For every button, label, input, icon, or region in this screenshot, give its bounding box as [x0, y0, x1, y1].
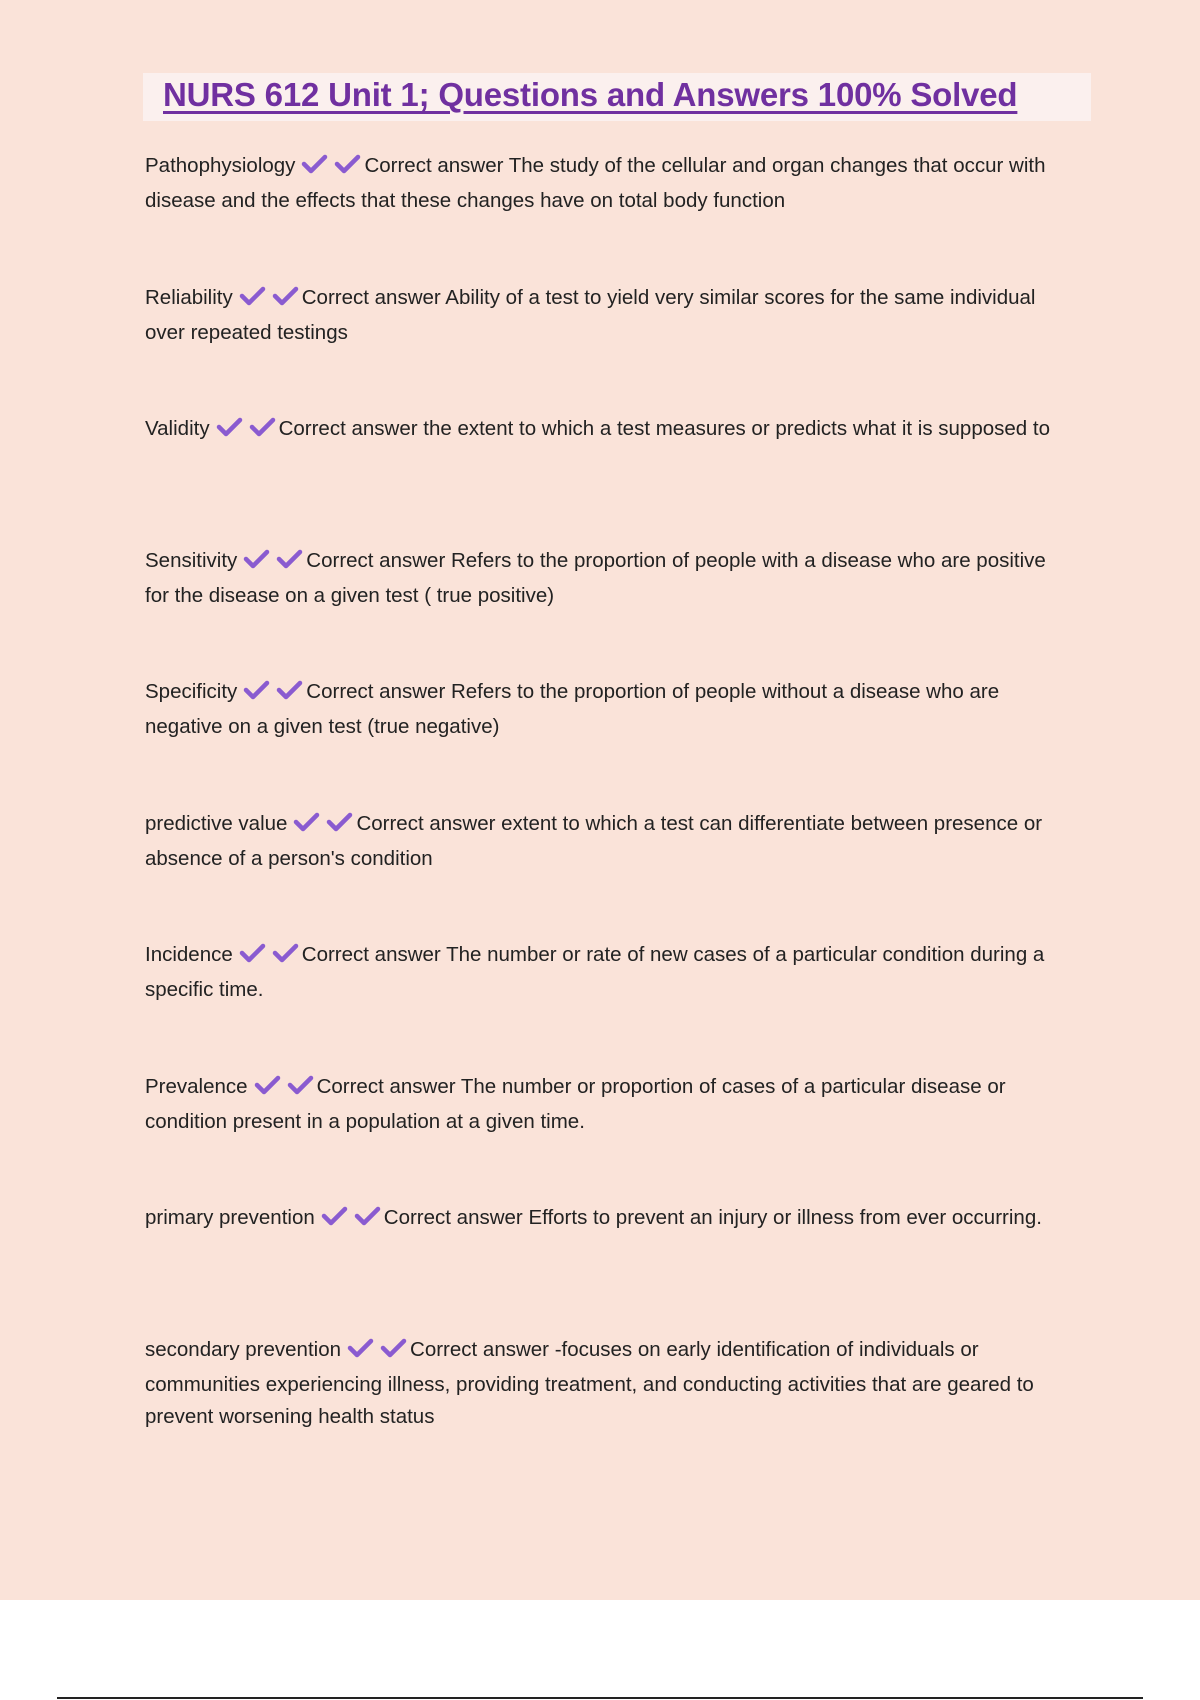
answer: Correct answer The number or proportion of cases of a particular disease or condition present in a population at a given time. — [145, 1074, 1006, 1133]
check-mark-icon — [347, 1337, 374, 1359]
check-mark-icon — [293, 811, 320, 833]
check-mark-icon — [243, 548, 270, 570]
list-item — [145, 1071, 1075, 1203]
double-check-icon — [243, 548, 303, 580]
list-item — [145, 413, 1075, 545]
term: Prevalence — [145, 1074, 248, 1098]
answer: Correct answer Refers to the proportion of people with a disease who are positive for the disease on a given test ( true positive) — [145, 548, 1046, 607]
check-mark-icon — [254, 1074, 281, 1096]
list-item — [145, 808, 1075, 940]
term: Incidence — [145, 943, 233, 966]
check-mark-icon — [276, 548, 303, 570]
answer: Correct answer The number or rate of new cases of a particular condition during a specific time. — [145, 943, 1045, 1001]
check-mark-icon — [334, 153, 361, 175]
check-mark-icon — [276, 679, 303, 701]
list-item — [145, 150, 1075, 282]
list-item — [145, 939, 1075, 1071]
answer: Correct answer Refers to the proportion of people without a disease who are negative on a given test (true negative) — [145, 680, 1000, 738]
term: Reliability — [145, 285, 233, 309]
check-mark-icon — [321, 1205, 348, 1227]
term: Validity — [145, 417, 210, 440]
check-mark-icon — [272, 942, 299, 964]
check-mark-icon — [301, 153, 328, 175]
double-check-icon — [243, 679, 303, 711]
check-mark-icon — [272, 285, 299, 307]
double-check-icon — [321, 1205, 381, 1237]
double-check-icon — [254, 1074, 314, 1106]
check-mark-icon — [243, 679, 270, 701]
check-mark-icon — [239, 942, 266, 964]
check-mark-icon — [326, 811, 353, 833]
term: Specificity — [145, 680, 238, 703]
page-title: NURS 612 Unit 1; Questions and Answers 100% Solved — [163, 76, 1018, 113]
double-check-icon — [347, 1337, 407, 1369]
footer-divider — [57, 1697, 1143, 1699]
term: Sensitivity — [145, 548, 238, 572]
double-check-icon — [293, 811, 353, 843]
check-mark-icon — [239, 285, 266, 307]
answer: Correct answer -focuses on early identification of individuals or communities experiencing illness, providing treatment, and conducting activities that are geared to prevent worsening health status — [145, 1337, 1034, 1428]
check-mark-icon — [216, 416, 243, 438]
answer: Correct answer extent to which a test can differentiate between presence or absence of a person's condition — [145, 811, 1043, 870]
term: primary prevention — [145, 1206, 315, 1229]
check-mark-icon — [287, 1074, 314, 1096]
double-check-icon — [239, 942, 299, 974]
double-check-icon — [301, 153, 361, 185]
term: predictive value — [145, 811, 288, 835]
list-item — [145, 282, 1075, 414]
double-check-icon — [239, 285, 299, 317]
list-item — [145, 1334, 1075, 1466]
list-item — [145, 676, 1075, 808]
check-mark-icon — [249, 416, 276, 438]
answer: Correct answer The study of the cellular and organ changes that occur with disease and the effects that these changes have on total body function — [145, 154, 1046, 212]
term: Pathophysiology — [145, 154, 296, 177]
qa-list — [145, 150, 1075, 1465]
term: secondary prevention — [145, 1337, 342, 1361]
answer: Correct answer Efforts to prevent an injury or illness from ever occurring. — [383, 1206, 1042, 1229]
list-item — [145, 545, 1075, 677]
check-mark-icon — [380, 1337, 407, 1359]
check-mark-icon — [354, 1205, 381, 1227]
answer: Correct answer Ability of a test to yield very similar scores for the same individual over repeated testings — [145, 285, 1036, 344]
list-item — [145, 1202, 1075, 1334]
double-check-icon — [216, 416, 276, 448]
answer: Correct answer the extent to which a test measures or predicts what it is supposed to — [278, 417, 1050, 440]
